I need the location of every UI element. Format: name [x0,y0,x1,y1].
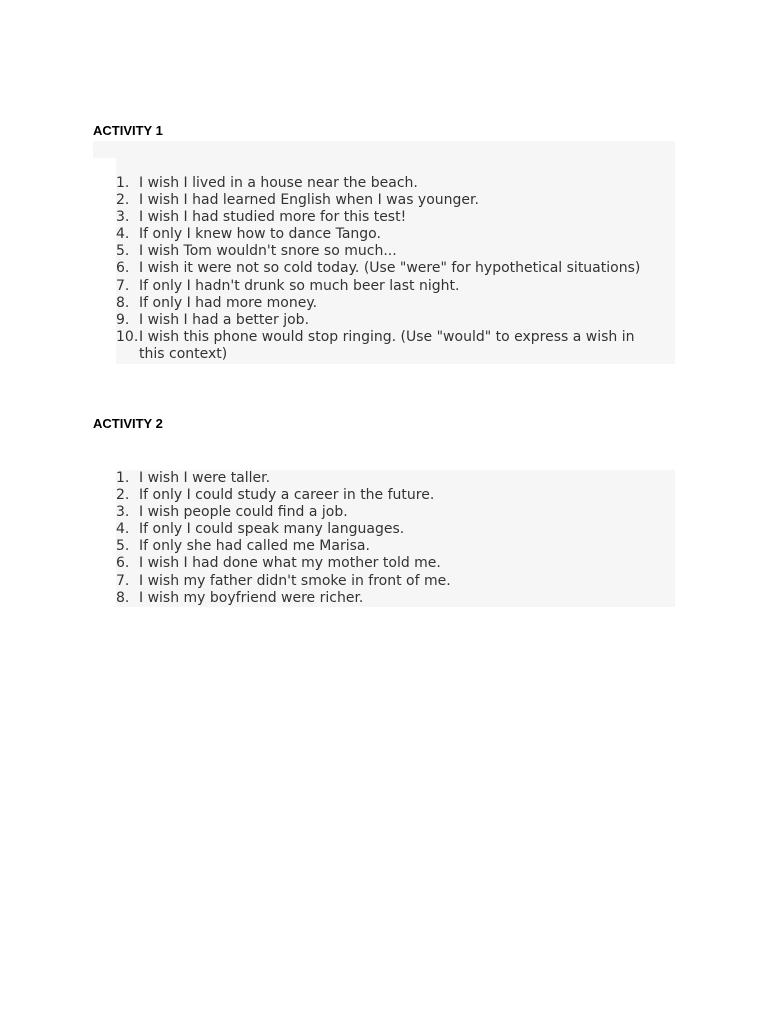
item-number: 1. [116,470,130,486]
list-item [116,209,656,226]
item-number: 4. [116,521,130,538]
item-text: If only she had called me Marisa. [139,538,370,555]
list-item [116,295,656,312]
list-item [116,260,656,277]
list-item [116,590,656,607]
item-text: If only I knew how to dance Tango. [139,226,381,243]
item-number: 2. [116,192,130,209]
list-item [116,538,656,555]
item-text: I wish I had studied more for this test! [139,209,407,226]
list-item [116,278,656,295]
item-text: I wish people could find a job. [139,504,348,521]
list-item [116,573,656,590]
list-item [116,487,656,504]
list-item [116,243,656,260]
item-number: 6. [116,555,130,572]
item-number: 2. [116,487,130,504]
activity-1-shade-top [93,141,675,158]
item-text: If only I had more money. [139,294,318,311]
item-number: 8. [116,589,130,606]
list-item [116,521,656,538]
item-text: If only I could speak many languages. [139,521,405,538]
activity-1-list [116,175,656,363]
item-number: 6. [116,260,130,277]
activity-1-heading: ACTIVITY 1 [93,123,163,138]
item-number: 10. [116,328,139,345]
item-text: I wish I had done what my mother told me. [139,555,441,572]
item-number: 7. [116,572,130,589]
list-item [116,470,656,487]
list-item [116,312,656,329]
item-text: I wish I had a better job. [139,311,310,328]
item-text: I wish my boyfriend were richer. [139,589,364,606]
list-item [116,555,656,572]
activity-2-heading: ACTIVITY 2 [93,416,163,431]
item-number: 1. [116,175,130,191]
item-number: 5. [116,538,130,555]
list-item [116,192,656,209]
item-text: I wish I lived in a house near the beach. [139,175,418,191]
item-number: 7. [116,277,130,294]
item-number: 5. [116,243,130,260]
list-item [116,504,656,521]
item-text: I wish my father didn't smoke in front of me. [139,572,451,589]
item-text: If only I hadn't drunk so much beer last night. [139,277,460,294]
item-text: I wish this phone would stop ringing. (Use "would" to express a wish in this context) [139,328,635,362]
item-text: I wish Tom wouldn't snore so much... [139,243,397,260]
item-text: I wish I were taller. [139,470,271,486]
activity-2-list [116,470,656,607]
item-number: 3. [116,504,130,521]
item-number: 8. [116,294,130,311]
list-item [116,175,656,192]
item-text: I wish I had learned English when I was younger. [139,192,479,209]
list-item [116,329,656,363]
item-text: If only I could study a career in the future. [139,487,435,504]
list-item [116,226,656,243]
item-text: I wish it were not so cold today. (Use "were" for hypothetical situations) [139,260,641,277]
item-number: 9. [116,311,130,328]
item-number: 3. [116,209,130,226]
item-number: 4. [116,226,130,243]
